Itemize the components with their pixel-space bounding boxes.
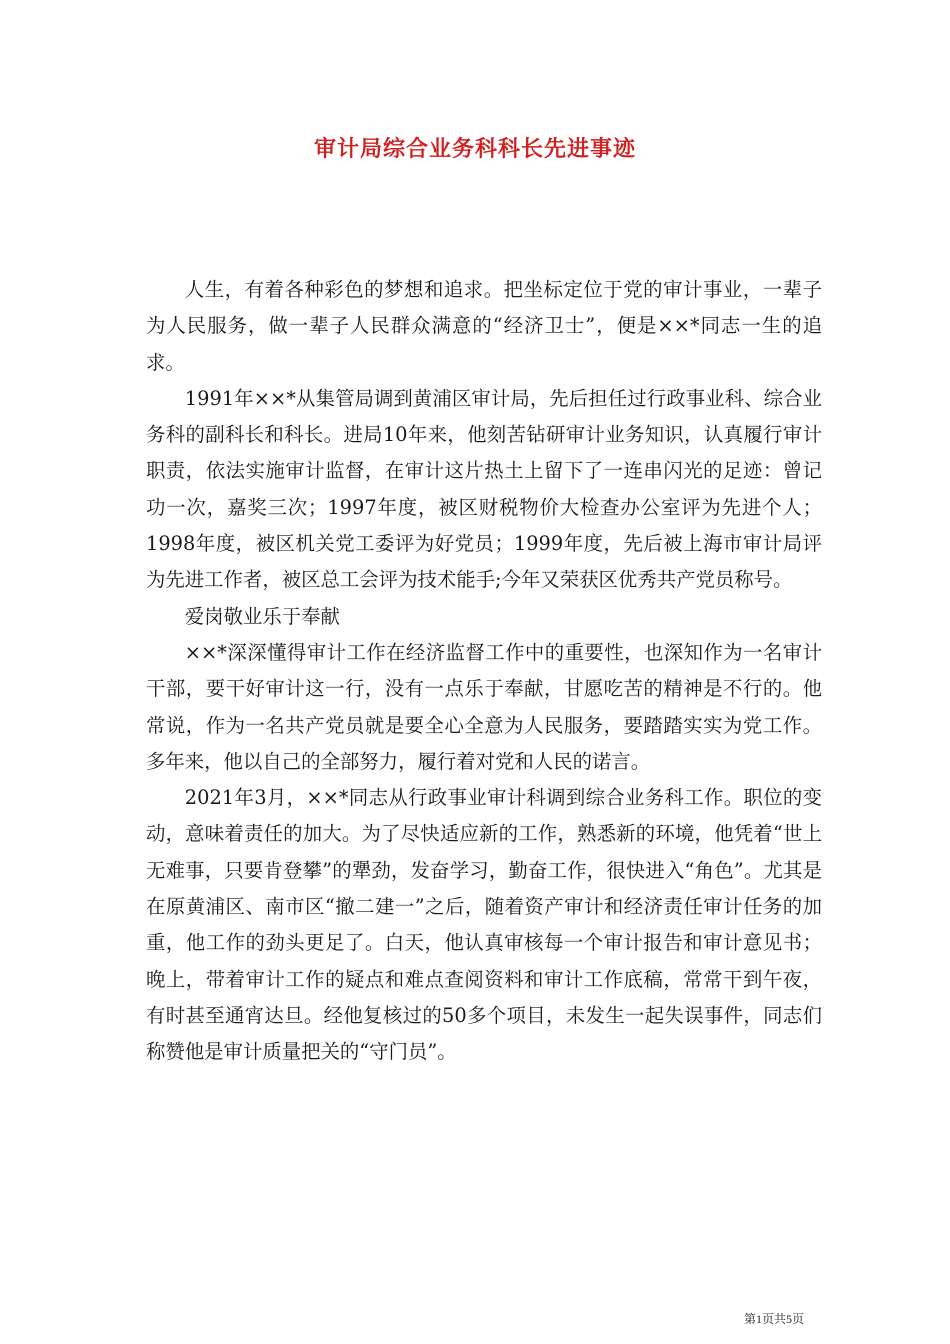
paragraph-career: 1991年××*从集管局调到黄浦区审计局，先后担任过行政事业科、综合业务科的副科长和科长。进局10年来，他刻苦钻研审计业务知识，认真履行审计职责，依法实施审计监督，在审计这片热土上留下了一连串闪光的足迹：曾记功一次，嘉奖三次；1997年度，被区财税物价大检查办公室评为先进个人；1998年度，被区机关党工委评为好党员；1999年度，先后被上海市审计局评为先进工作者，被区总工会评为技术能手;今年又荣获区优秀共产党员称号。 <box>146 386 822 592</box>
document-body <box>146 272 822 1071</box>
paragraph-work: 2021年3月，××*同志从行政事业审计科调到综合业务科工作。职位的变动，意味着责任的加大。为了尽快适应新的工作，熟悉新的环境，他凭着“世上无难事，只要肯登攀”的犟劲，发奋学习，勤奋工作，很快进入“角色”。尤其是在原黄浦区、南市区“撤二建一”之后，随着资产审计和经济责任审计任务的加重，他工作的劲头更足了。白天，他认真审核每一个审计报告和审计意见书；晚上，带着审计工作的疑点和难点查阅资料和审计工作底稿，常常干到午夜，有时甚至通宵达旦。经他复核过的50多个项目，未发生一起失误事件，同志们称赞他是审计质量把关的“守门员”。 <box>146 786 822 1064</box>
paragraph-intro: 人生，有着各种彩色的梦想和追求。把坐标定位于党的审计事业，一辈子为人民服务，做一辈子人民群众满意的“经济卫士”，便是××*同志一生的追求。 <box>146 278 822 374</box>
section-heading: 爱岗敬业乐于奉献 <box>184 604 340 628</box>
page-number: 第1页共5页 <box>743 1312 804 1326</box>
document-title: 审计局综合业务科科长先进事迹 <box>313 137 636 162</box>
paragraph-dedication: ××*深深懂得审计工作在经济监督工作中的重要性，也深知作为一名审计干部，要干好审计这一行，没有一点乐于奉献，甘愿吃苦的精神是不行的。他常说，作为一名共产党员就是要全心全意为人民服务，要踏踏实实为党工作。多年来，他以自己的全部努力，履行着对党和人民的诺言。 <box>146 640 822 773</box>
